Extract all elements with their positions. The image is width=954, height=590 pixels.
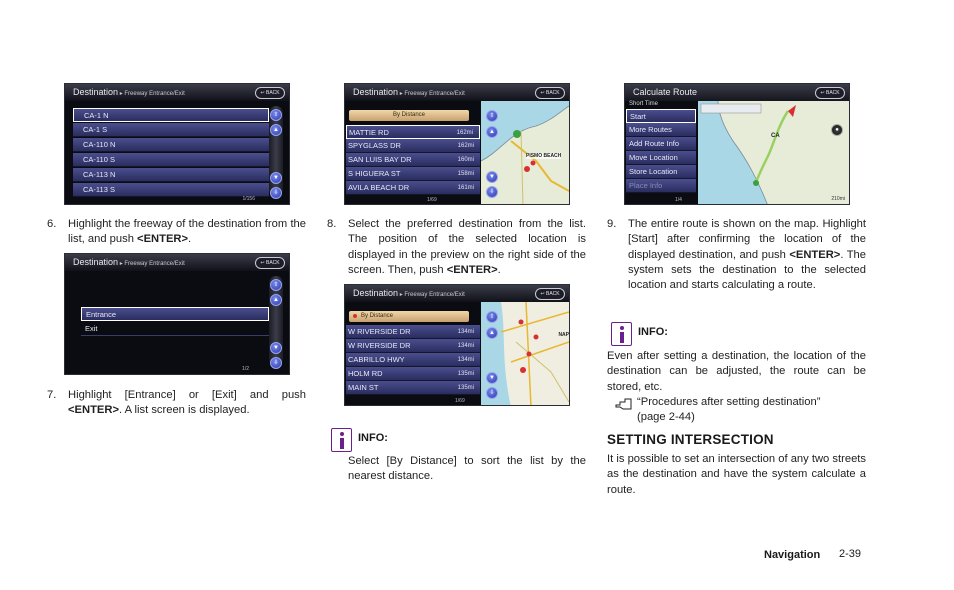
step-number: 9. bbox=[607, 218, 617, 230]
scroll-up-small-button[interactable]: ▲ bbox=[270, 294, 282, 306]
screenshot-calculate-route bbox=[624, 83, 850, 205]
scroll-up-button[interactable]: ⇧ bbox=[270, 109, 282, 121]
back-button[interactable]: ↩ BACK bbox=[815, 87, 845, 99]
zoom-button[interactable]: ⇧ bbox=[486, 311, 498, 323]
screen-subtitle: Freeway Entrance/Exit bbox=[404, 292, 465, 298]
zoom-button[interactable]: ● bbox=[831, 124, 843, 136]
list-item[interactable]: CA-1 S bbox=[73, 123, 269, 137]
list-item[interactable]: CA-1 N bbox=[73, 108, 269, 122]
screen-title: Destination bbox=[353, 87, 399, 97]
menu-item-more-routes[interactable]: More Routes bbox=[626, 123, 696, 137]
zoom-button[interactable]: ⇧ bbox=[486, 110, 498, 122]
intersection-text: It is possible to set an intersection of any two streets as the destination and have the system calculate a route. bbox=[607, 453, 866, 496]
list-item[interactable]: MAIN ST 135mi bbox=[346, 381, 480, 395]
screen-subtitle: Freeway Entrance/Exit bbox=[124, 261, 185, 267]
list-item[interactable]: CA-110 S bbox=[73, 153, 269, 167]
screen-title-bar: Destination ▸ Freeway Entrance/Exit bbox=[345, 285, 569, 302]
scroll-up-button[interactable]: ⇧ bbox=[270, 279, 282, 291]
page-counter: 1/2 bbox=[242, 366, 249, 372]
screen-title: Destination bbox=[353, 288, 399, 298]
info-label: INFO: bbox=[638, 326, 668, 338]
menu-item-start[interactable]: Start bbox=[626, 109, 696, 123]
menu-item-place-info[interactable]: Place Info bbox=[626, 179, 696, 193]
list-item[interactable]: W RIVERSIDE DR 134mi bbox=[346, 339, 480, 353]
step-number: 6. bbox=[47, 218, 57, 230]
list-item[interactable]: S HIGUERA ST 158mi bbox=[346, 167, 480, 181]
scroll-down-small-button[interactable]: ▼ bbox=[270, 342, 282, 354]
back-button[interactable]: ↩ BACK bbox=[535, 288, 565, 300]
scroll-bottom-button[interactable]: ⇩ bbox=[486, 186, 498, 198]
list-item-entrance[interactable]: Entrance bbox=[81, 307, 269, 321]
info-text: Select [By Distance] to sort the list by the nearest distance. bbox=[348, 455, 586, 483]
section-heading: SETTING INTERSECTION bbox=[607, 432, 774, 447]
footer-section: Navigation bbox=[764, 549, 821, 561]
screen-title: Destination bbox=[73, 257, 119, 267]
page-counter: 1/69 bbox=[427, 197, 437, 203]
screen-title: Destination bbox=[73, 87, 119, 97]
info-label: INFO: bbox=[358, 432, 388, 444]
footer-page-number: 2-39 bbox=[839, 548, 862, 560]
sort-by-distance-button[interactable]: By Distance bbox=[349, 110, 469, 121]
menu-item-add-route-info[interactable]: Add Route Info bbox=[626, 137, 696, 151]
screen-title: Calculate Route bbox=[633, 87, 698, 97]
scroll-up-button[interactable]: ▲ bbox=[486, 327, 498, 339]
screen-title-bar: Destination ▸ Freeway Entrance/Exit bbox=[65, 254, 289, 271]
menu-item-move-location[interactable]: Move Location bbox=[626, 151, 696, 165]
scroll-down-button[interactable]: ▼ bbox=[486, 372, 498, 384]
screenshot-freeway-list bbox=[64, 83, 290, 205]
step-text: Select the preferred destination from the list. The position of the selected location is displayed in the preview on the right side of the screen. Then, push <ENTER>. bbox=[348, 218, 586, 276]
screen-subtitle: Freeway Entrance/Exit bbox=[404, 91, 465, 97]
list-item[interactable]: CA-110 N bbox=[73, 138, 269, 152]
page-counter: 1/4 bbox=[675, 197, 682, 203]
route-map-graphic bbox=[698, 101, 849, 204]
reference-icon bbox=[614, 396, 634, 412]
list-item-exit[interactable]: Exit bbox=[81, 322, 269, 336]
back-button[interactable]: ↩ BACK bbox=[255, 87, 285, 99]
scroll-up-button[interactable]: ▲ bbox=[486, 126, 498, 138]
info-icon bbox=[331, 428, 352, 452]
scroll-down-small-button[interactable]: ▼ bbox=[270, 172, 282, 184]
scroll-up-small-button[interactable]: ▲ bbox=[270, 124, 282, 136]
scroll-down-button[interactable]: ▼ bbox=[486, 171, 498, 183]
list-item[interactable]: MATTIE RD 162mi bbox=[346, 125, 480, 139]
scroll-down-button[interactable]: ⇩ bbox=[270, 187, 282, 199]
step-number: 7. bbox=[47, 389, 57, 401]
step-number: 8. bbox=[327, 218, 337, 230]
info-icon bbox=[611, 322, 632, 346]
list-item[interactable]: SPYGLASS DR 162mi bbox=[346, 139, 480, 153]
list-item[interactable]: CABRILLO HWY 134mi bbox=[346, 353, 480, 367]
step-text: Highlight the freeway of the destination from the list, and push <ENTER>. bbox=[68, 218, 306, 246]
screen-title-bar: Destination ▸ Freeway Entrance/Exit bbox=[345, 84, 569, 101]
list-item[interactable]: AVILA BEACH DR 161mi bbox=[346, 181, 480, 195]
list-item[interactable]: W RIVERSIDE DR 134mi bbox=[346, 325, 480, 339]
screenshot-destination-list-1 bbox=[344, 83, 570, 205]
sort-by-distance-button[interactable]: By Distance bbox=[349, 311, 469, 322]
route-mode: Short Time bbox=[629, 101, 659, 107]
map-scale: 210mi bbox=[831, 196, 845, 202]
page-counter: 1/156 bbox=[242, 196, 255, 202]
list-item[interactable]: CA-113 S bbox=[73, 183, 269, 197]
screen-subtitle: Freeway Entrance/Exit bbox=[124, 91, 185, 97]
list-item[interactable]: SAN LUIS BAY DR 160mi bbox=[346, 153, 480, 167]
route-map bbox=[698, 101, 849, 204]
scroll-down-button[interactable]: ⇩ bbox=[270, 357, 282, 369]
list-item[interactable]: CA-113 N bbox=[73, 168, 269, 182]
screenshot-destination-list-2 bbox=[344, 284, 570, 406]
step-text: The entire route is shown on the map. Highlight [Start] after confirming the location of the displayed destination, and push <ENTER>. The system sets the destination to the selected location and starts calculating a route. bbox=[628, 218, 866, 292]
map-place-label: CA bbox=[771, 133, 780, 139]
map-place-label: NAP bbox=[558, 332, 569, 338]
screenshot-entrance-exit bbox=[64, 253, 290, 375]
step-text: Highlight [Entrance] or [Exit] and push <ENTER>. A list screen is displayed. bbox=[68, 389, 306, 417]
back-button[interactable]: ↩ BACK bbox=[255, 257, 285, 269]
page-counter: 1/69 bbox=[455, 398, 465, 404]
info-text: Even after setting a destination, the location of the destination can be adjusted, the route can be stored, etc. bbox=[607, 350, 866, 393]
back-button[interactable]: ↩ BACK bbox=[535, 87, 565, 99]
menu-item-store-location[interactable]: Store Location bbox=[626, 165, 696, 179]
reference-link[interactable]: “Procedures after setting destination” (page 2-44) bbox=[637, 396, 821, 424]
sort-indicator-icon bbox=[353, 314, 357, 318]
list-item[interactable]: HOLM RD 135mi bbox=[346, 367, 480, 381]
map-place-label: PISMO BEACH bbox=[526, 153, 562, 159]
screen-title-bar: Destination ▸ Freeway Entrance/Exit bbox=[65, 84, 289, 101]
scroll-bottom-button[interactable]: ⇩ bbox=[486, 387, 498, 399]
